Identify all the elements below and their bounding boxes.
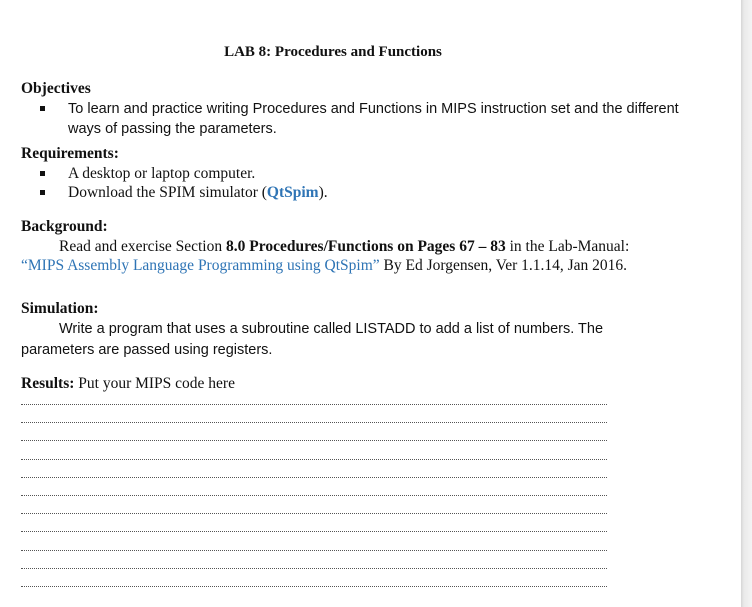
requirements-list — [40, 164, 680, 202]
objectives-list — [40, 99, 680, 139]
qtspim-name: QtSpim — [266, 184, 319, 201]
background-text-2: in the Lab-Manual: — [505, 238, 630, 255]
results-line — [21, 375, 235, 393]
answer-lines — [21, 404, 607, 604]
answer-line — [21, 477, 607, 478]
background-section-ref: 8.0 Procedures/Functions on Pages 67 – 83 — [226, 238, 506, 255]
answer-line — [21, 440, 607, 441]
answer-line — [21, 422, 607, 423]
answer-line — [21, 495, 607, 496]
page-edge-shadow — [741, 0, 752, 607]
requirements-item — [40, 183, 680, 202]
requirements-heading: Requirements: — [21, 145, 119, 162]
answer-line — [21, 550, 607, 551]
simulation-paragraph — [21, 319, 661, 361]
bullet-icon — [40, 171, 45, 176]
requirements-item-suffix: ). — [318, 184, 328, 201]
answer-line — [21, 531, 607, 532]
answer-line — [21, 513, 607, 514]
requirements-item-prefix: Download the SPIM simulator ( — [68, 184, 267, 201]
answer-line — [21, 586, 607, 587]
background-text-3: By Ed Jorgensen, Ver 1.1.14, Jan 2016. — [379, 257, 628, 274]
requirements-item — [40, 164, 680, 183]
bullet-icon — [40, 190, 45, 195]
lab-manual-link[interactable]: “MIPS Assembly Language Programming using QtSpim” — [21, 257, 380, 274]
background-text-1: Read and exercise Section — [59, 238, 226, 255]
background-paragraph — [21, 237, 661, 275]
objectives-heading: Objectives — [21, 80, 91, 97]
objectives-item — [40, 99, 680, 139]
background-heading: Background: — [21, 218, 108, 235]
results-text: Put your MIPS code here — [74, 375, 235, 392]
answer-line — [21, 568, 607, 569]
answer-line — [21, 404, 607, 405]
bullet-icon — [40, 106, 45, 111]
requirements-item-text: A desktop or laptop computer. — [68, 165, 256, 182]
page-title: LAB 8: Procedures and Functions — [224, 44, 442, 60]
simulation-heading: Simulation: — [21, 300, 99, 317]
objectives-item-text: To learn and practice writing Procedures and Functions in MIPS instruction set and the different ways of passing the parameters. — [68, 101, 679, 137]
answer-line — [21, 459, 607, 460]
simulation-text: Write a program that uses a subroutine called LISTADD to add a list of numbers. The parameters are passed using registers. — [21, 321, 604, 358]
results-label: Results: — [21, 375, 75, 392]
